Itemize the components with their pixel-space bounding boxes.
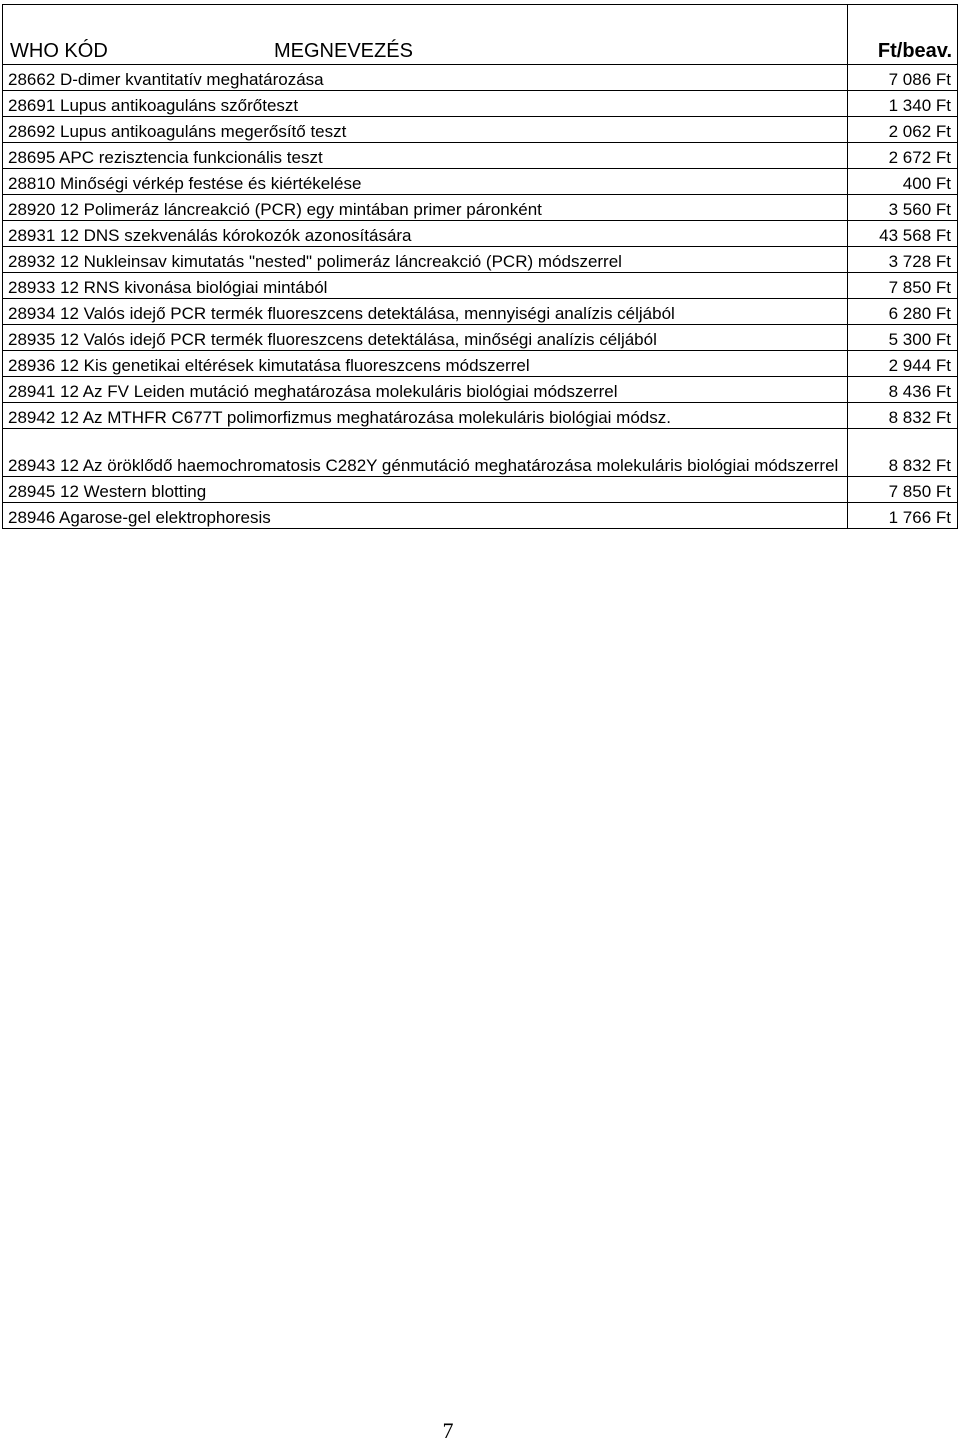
- table-row: [3, 169, 958, 195]
- row-description: 28931 12 DNS szekvenálás kórokozók azonosítására: [3, 221, 848, 247]
- row-description: 28945 12 Western blotting: [3, 477, 848, 503]
- row-price: 2 062 Ft: [848, 117, 958, 143]
- row-price: 7 850 Ft: [848, 477, 958, 503]
- row-description: 28920 12 Polimeráz láncreakció (PCR) egy mintában primer páronként: [3, 195, 848, 221]
- row-description: 28662 D-dimer kvantitatív meghatározása: [3, 65, 848, 91]
- row-price: 1 340 Ft: [848, 91, 958, 117]
- row-description: 28935 12 Valós idejő PCR termék fluoreszcens detektálása, minőségi analízis céljából: [3, 325, 848, 351]
- table-row: [3, 377, 958, 403]
- row-price: 2 672 Ft: [848, 143, 958, 169]
- table-row: [3, 273, 958, 299]
- row-price: 2 944 Ft: [848, 351, 958, 377]
- row-price: 3 728 Ft: [848, 247, 958, 273]
- row-price: 8 436 Ft: [848, 377, 958, 403]
- row-price: 43 568 Ft: [848, 221, 958, 247]
- table-row: [3, 143, 958, 169]
- row-price: 400 Ft: [848, 169, 958, 195]
- table-row: [3, 117, 958, 143]
- row-price: 7 086 Ft: [848, 65, 958, 91]
- row-description: 28695 APC rezisztencia funkcionális teszt: [3, 143, 848, 169]
- row-price: 5 300 Ft: [848, 325, 958, 351]
- table-row: [3, 503, 958, 529]
- row-price: 1 766 Ft: [848, 503, 958, 529]
- table-row: [3, 477, 958, 503]
- table-row: [3, 351, 958, 377]
- row-description: 28810 Minőségi vérkép festése és kiértékelése: [3, 169, 848, 195]
- header-name-label: MEGNEVEZÉS: [274, 40, 413, 62]
- row-price: 7 850 Ft: [848, 273, 958, 299]
- table-row: [3, 403, 958, 429]
- table-row: [3, 299, 958, 325]
- table-row: [3, 65, 958, 91]
- row-price: 3 560 Ft: [848, 195, 958, 221]
- row-description: 28933 12 RNS kivonása biológiai mintából: [3, 273, 848, 299]
- table-row: [3, 195, 958, 221]
- row-price: 8 832 Ft: [848, 429, 958, 477]
- price-table: [2, 4, 958, 529]
- row-description: 28941 12 Az FV Leiden mutáció meghatározása molekuláris biológiai módszerrel: [3, 377, 848, 403]
- table-header-row: [3, 5, 958, 65]
- row-description: 28943 12 Az öröklődő haemochromatosis C282Y génmutáció meghatározása molekuláris biológiai módszerrel: [3, 429, 848, 477]
- row-description: 28692 Lupus antikoaguláns megerősítő teszt: [3, 117, 848, 143]
- header-main-cell: [3, 5, 848, 65]
- header-price-label: Ft/beav.: [848, 5, 958, 65]
- row-description: 28934 12 Valós idejő PCR termék fluoreszcens detektálása, mennyiségi analízis céljából: [3, 299, 848, 325]
- row-price: 6 280 Ft: [848, 299, 958, 325]
- header-code-label: WHO KÓD: [10, 40, 108, 62]
- row-description: 28932 12 Nukleinsav kimutatás "nested" polimeráz láncreakció (PCR) módszerrel: [3, 247, 848, 273]
- table-row: [3, 325, 958, 351]
- row-description: 28946 Agarose-gel elektrophoresis: [3, 503, 848, 529]
- row-description: 28942 12 Az MTHFR C677T polimorfizmus meghatározása molekuláris biológiai módsz.: [3, 403, 848, 429]
- row-description: 28936 12 Kis genetikai eltérések kimutatása fluoreszcens módszerrel: [3, 351, 848, 377]
- row-description: 28691 Lupus antikoaguláns szőrőteszt: [3, 91, 848, 117]
- table-row: [3, 247, 958, 273]
- page-number: 7: [442, 1418, 454, 1443]
- table-row: [3, 221, 958, 247]
- table-row: [3, 91, 958, 117]
- row-price: 8 832 Ft: [848, 403, 958, 429]
- table-row: [3, 429, 958, 477]
